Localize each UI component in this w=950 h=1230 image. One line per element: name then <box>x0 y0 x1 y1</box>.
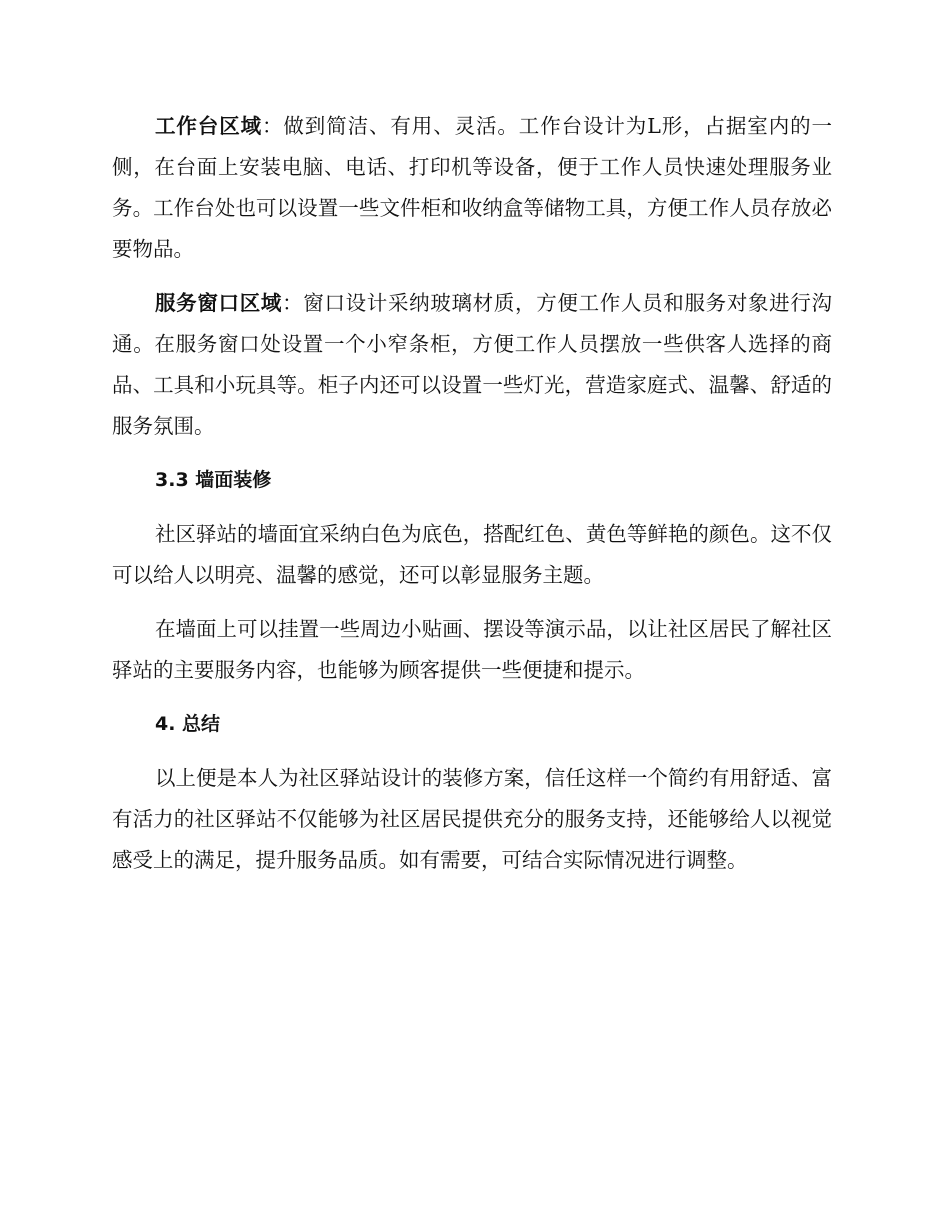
document-page <box>112 106 832 894</box>
workbench-text: 做到简洁、有用、灵活。工作台设计为L形，占据室内的一侧，在台面上安装电脑、电话、打印机等设备，便于工作人员快速处理服务业务。工作台处也可以设置一些文件柜和收纳盒等储物工具，方便工作人员存放必要物品。 <box>112 114 832 261</box>
workbench-separator: ： <box>262 114 284 138</box>
service-window-lead: 服务窗口区域 <box>155 291 283 315</box>
wall-paragraph-2: 在墙面上可以挂置一些周边小贴画、摆设等演示品，以让社区居民了解社区驿站的主要服务内容，也能够为顾客提供一些便捷和提示。 <box>112 617 832 682</box>
service-window-text: 窗口设计采纳玻璃材质，方便工作人员和服务对象进行沟通。在服务窗口处设置一个小窄条柜，方便工作人员摆放一些供客人选择的商品、工具和小玩具等。柜子内还可以设置一些灯光，营造家庭式、温馨、舒适的服务氛围。 <box>112 291 833 438</box>
wall-heading: 3.3 墙面装修 <box>155 469 272 491</box>
service-window-paragraph <box>112 283 832 447</box>
workbench-lead: 工作台区域 <box>155 114 262 138</box>
summary-paragraph: 以上便是本人为社区驿站设计的装修方案，信任这样一个简约有用舒适、富有活力的社区驿站不仅能够为社区居民提供充分的服务支持，还能够给人以视觉感受上的满足，提升服务品质。如有需要，可结合实际情况进行调整。 <box>112 766 832 872</box>
summary-heading: 4. 总结 <box>155 713 221 735</box>
workbench-paragraph <box>112 106 832 270</box>
service-window-separator: ： <box>282 291 304 315</box>
wall-paragraph-1: 社区驿站的墙面宜采纳白色为底色，搭配红色、黄色等鲜艳的颜色。这不仅可以给人以明亮、温馨的感觉，还可以彰显服务主题。 <box>112 522 832 587</box>
